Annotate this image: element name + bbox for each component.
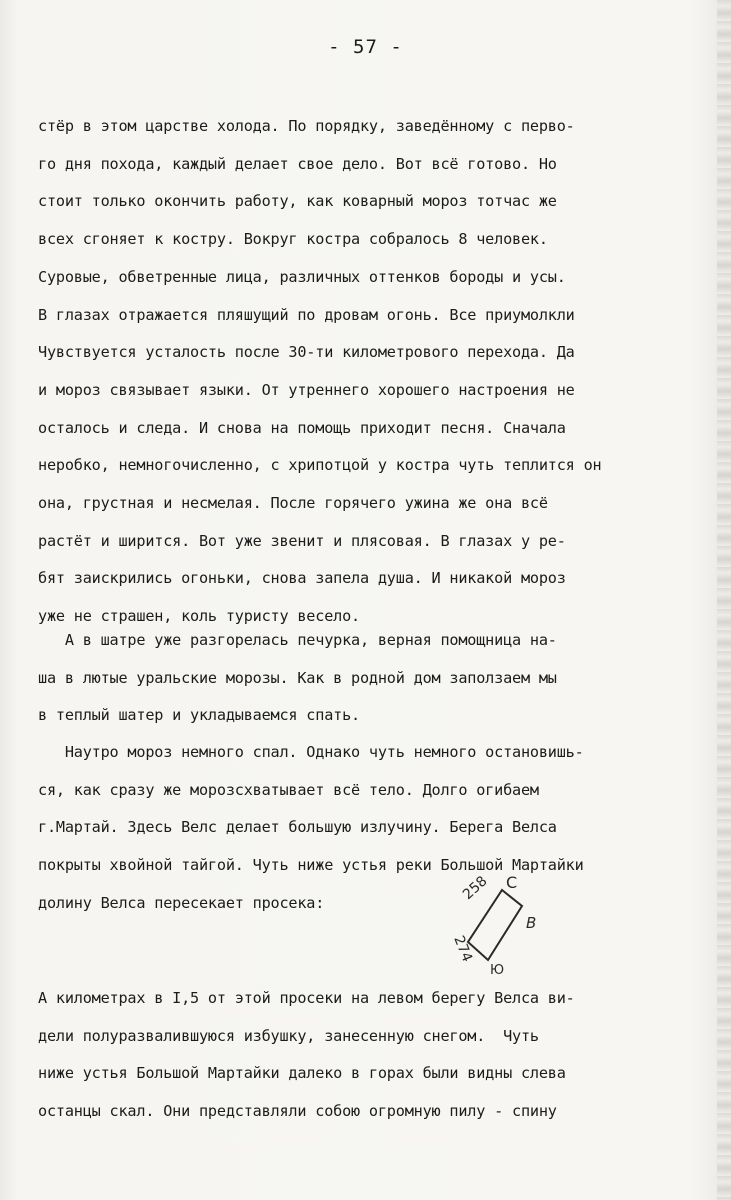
- text-line: уже не страшен, коль туристу весело.: [38, 607, 360, 626]
- text-line: бят заискрились огоньки, снова запела душа. И никакой мороз: [38, 569, 566, 588]
- text-line: ся, как сразу же морозсхватывает всё тело. Долго огибаем: [38, 780, 539, 799]
- text-line: В глазах отражается пляшущий по дровам огонь. Все приумолкли: [38, 305, 575, 324]
- clearing-outline: [468, 890, 522, 960]
- text-line: останцы скал. Они представляли собою огромную пилу - спину: [38, 1102, 557, 1121]
- text-line: Чувствуется усталость после 30-ти километрового перехода. Да: [38, 343, 575, 362]
- text-line: Наутро мороз немного спал. Однако чуть немного остановишь-: [38, 743, 584, 761]
- text-line: стоит только окончить работу, как коварный мороз тотчас же: [38, 192, 557, 211]
- text-line: растёт и ширится. Вот уже звенит и плясовая. В глазах у ре-: [38, 531, 566, 550]
- text-line: г.Мартай. Здесь Велс делает большую излучину. Берега Велса: [38, 818, 557, 837]
- page-number: - 57 -: [328, 36, 403, 58]
- text-line: всех сгоняет к костру. Вокруг костра собралось 8 человек.: [38, 230, 548, 249]
- sketch-label-east: В: [526, 914, 537, 932]
- paragraph-1: [38, 108, 698, 636]
- text-line: Суровые, обветренные лица, различных оттенков бороды и усы.: [38, 267, 566, 286]
- text-line: го дня похода, каждый делает свое дело. Вот всё готово. Но: [38, 154, 557, 173]
- text-line: дели полуразвалившуюся избушку, занесенную снегом. Чуть: [38, 1026, 539, 1045]
- text-line: и мороз связывает языки. От утреннего хорошего настроения не: [38, 380, 575, 399]
- text-line: в теплый шатер и укладываемся спать.: [38, 706, 360, 725]
- sketch-label-north: С: [506, 873, 518, 892]
- text-line: А километрах в I,5 от этой просеки на левом берегу Велса ви-: [38, 989, 575, 1007]
- text-line: стёр в этом царстве холода. По порядку, заведённому с перво-: [38, 117, 575, 135]
- sketch-number-left: 274: [450, 933, 476, 965]
- text-line: она, грустная и несмелая. После горячего ужина же она всё: [38, 494, 548, 513]
- sketch-number-top: 258: [459, 873, 491, 903]
- page-edge-shadow: [717, 0, 731, 1200]
- paragraph-3: [38, 734, 698, 923]
- text-line: ша в лютые уральские морозы. Как в родной дом заползаем мы: [38, 668, 557, 687]
- paragraph-4: [38, 980, 698, 1131]
- text-line: осталось и следа. И снова на помощь приходит песня. Сначала: [38, 418, 566, 437]
- text-line: покрыты хвойной тайгой. Чуть ниже устья реки Большой Мартайки: [38, 856, 584, 875]
- text-line: долину Велса пересекает просека:: [38, 893, 325, 912]
- clearing-direction-sketch: [438, 868, 558, 980]
- text-line: неробко, немногочисленно, с хрипотцой у костра чуть теплится он: [38, 456, 602, 475]
- text-line: А в шатре уже разгорелась печурка, верная помощница на-: [38, 631, 557, 649]
- text-line: ниже устья Большой Мартайки далеко в горах были видны слева: [38, 1064, 566, 1083]
- paragraph-2: [38, 622, 698, 735]
- sketch-label-south: Ю: [490, 963, 505, 978]
